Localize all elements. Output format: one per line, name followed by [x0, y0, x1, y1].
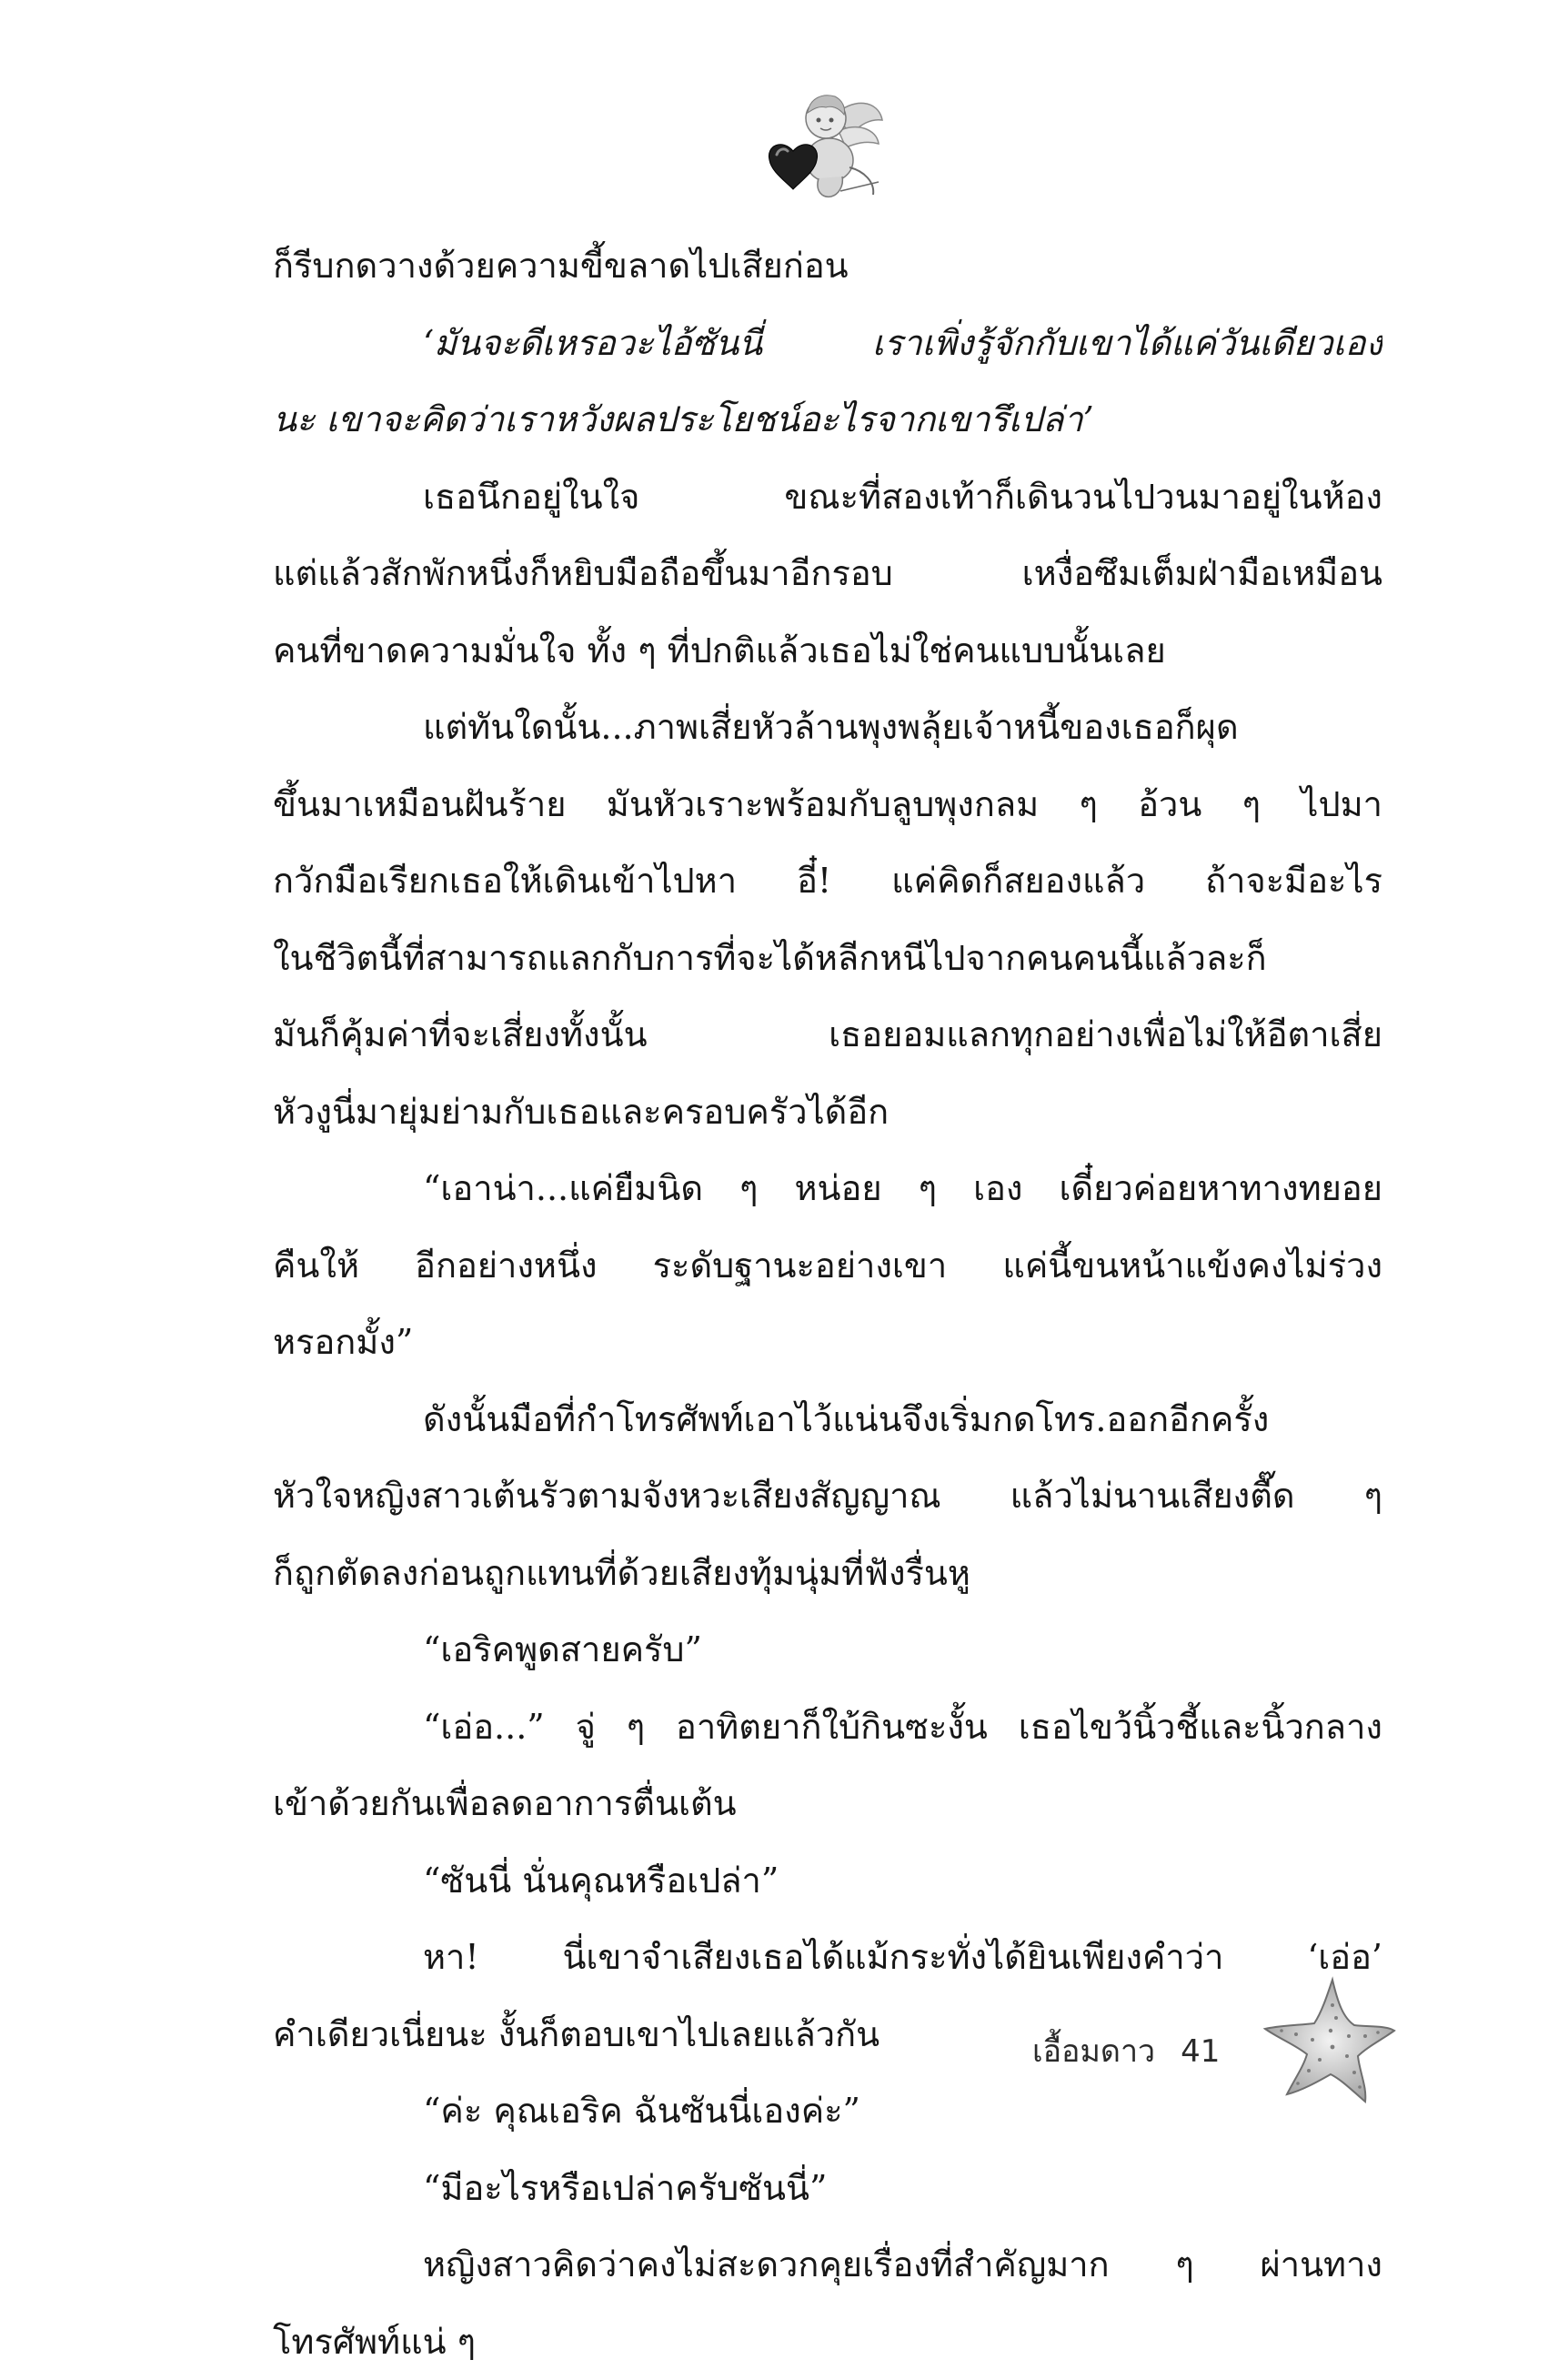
- text-line: “เอาน่า...แค่ยืมนิด ๆ หน่อย ๆ เอง เดี๋ยวค่อยหาทางทยอย: [273, 1150, 1382, 1227]
- text-line: แต่แล้วสักพักหนึ่งก็หยิบมือถือขึ้นมาอีกรอบ เหงื่อซึมเต็มฝ่ามือเหมือน: [273, 535, 1382, 612]
- text-line: “เอริคพูดสายครับ”: [273, 1611, 1382, 1689]
- text-line: หัวงูนี่มายุ่มย่ามกับเธอและครอบครัวได้อีก: [273, 1074, 1382, 1151]
- text-line: หา! นี่เขาจำเสียงเธอได้แม้กระทั่งได้ยินเพียงคำว่า ‘เอ่อ’: [273, 1919, 1382, 1996]
- text-line: โทรศัพท์แน่ ๆ: [273, 2304, 1382, 2380]
- text-line: ขึ้นมาเหมือนฝันร้าย มันหัวเราะพร้อมกับลูบพุงกลม ๆ อ้วน ๆ ไปมา: [273, 766, 1382, 843]
- text-line: หญิงสาวคิดว่าคงไม่สะดวกคุยเรื่องที่สำคัญมาก ๆ ผ่านทาง: [273, 2226, 1382, 2304]
- text-line: ในชีวิตนี้ที่สามารถแลกกับการที่จะได้หลีกหนีไปจากคนคนนี้แล้วละก็: [273, 920, 1382, 997]
- author-name: เอื้อมดาว: [1032, 2033, 1155, 2070]
- text-line: “ซันนี่ นั่นคุณหรือเปล่า”: [273, 1842, 1382, 1920]
- cherub-with-heart-icon: [762, 80, 890, 207]
- text-line: ดังนั้นมือที่กำโทรศัพท์เอาไว้แน่นจึงเริ่มกดโทร.ออกอีกครั้ง: [273, 1381, 1382, 1458]
- text-line: “ค่ะ คุณเอริค ฉันซันนี่เองค่ะ”: [273, 2072, 1382, 2150]
- text-line: ก็ถูกตัดลงก่อนถูกแทนที่ด้วยเสียงทุ้มนุ่มที่ฟังรื่นหู: [273, 1535, 1382, 1612]
- text-line: กวักมือเรียกเธอให้เดินเข้าไปหา อี๋! แค่คิดก็สยองแล้ว ถ้าจะมีอะไร: [273, 842, 1382, 920]
- text-line: แต่ทันใดนั้น...ภาพเสี่ยหัวล้านพุงพลุ้ยเจ้าหนี้ของเธอก็ผุด: [273, 689, 1382, 766]
- text-line: คนที่ขาดความมั่นใจ ทั้ง ๆ ที่ปกติแล้วเธอไม่ใช่คนแบบนั้นเลย: [273, 612, 1382, 690]
- text-line: หัวใจหญิงสาวเต้นรัวตามจังหวะเสียงสัญญาณ แล้วไม่นานเสียงตื๊ด ๆ: [273, 1457, 1382, 1535]
- page-footer: [1032, 2024, 1220, 2079]
- text-line: เธอนึกอยู่ในใจ ขณะที่สองเท้าก็เดินวนไปวนมาอยู่ในห้อง: [273, 459, 1382, 536]
- page-number: 41: [1181, 2033, 1220, 2070]
- text-line: นะ เขาจะคิดว่าเราหวังผลประโยชน์อะไรจากเขารึเปล่า’: [273, 381, 1382, 459]
- text-line: คืนให้ อีกอย่างหนึ่ง ระดับฐานะอย่างเขา แค่นี้ขนหน้าแข้งคงไม่ร่วง: [273, 1227, 1382, 1305]
- text-line: ‘มันจะดีเหรอวะไอ้ซันนี่ เราเพิ่งรู้จักกับเขาได้แค่วันเดียวเอง: [273, 305, 1382, 382]
- text-line: “เอ่อ...” จู่ ๆ อาทิตยาก็ใบ้กินซะงั้น เธอไขว้นิ้วชี้และนิ้วกลาง: [273, 1689, 1382, 1766]
- text-line: มันก็คุ้มค่าที่จะเสี่ยงทั้งนั้น เธอยอมแลกทุกอย่างเพื่อไม่ให้อีตาเสี่ย: [273, 996, 1382, 1074]
- starfish-icon: [1260, 1972, 1396, 2109]
- text-line: เข้าด้วยกันเพื่อลดอาการตื่นเต้น: [273, 1765, 1382, 1842]
- text-line: หรอกมั้ง”: [273, 1304, 1382, 1381]
- text-line: ก็รีบกดวางด้วยความขี้ขลาดไปเสียก่อน: [273, 227, 1382, 305]
- text-line: “มีอะไรหรือเปล่าครับซันนี่”: [273, 2150, 1382, 2227]
- text-line: คำเดียวเนี่ยนะ งั้นก็ตอบเขาไปเลยแล้วกัน: [273, 1996, 1382, 2073]
